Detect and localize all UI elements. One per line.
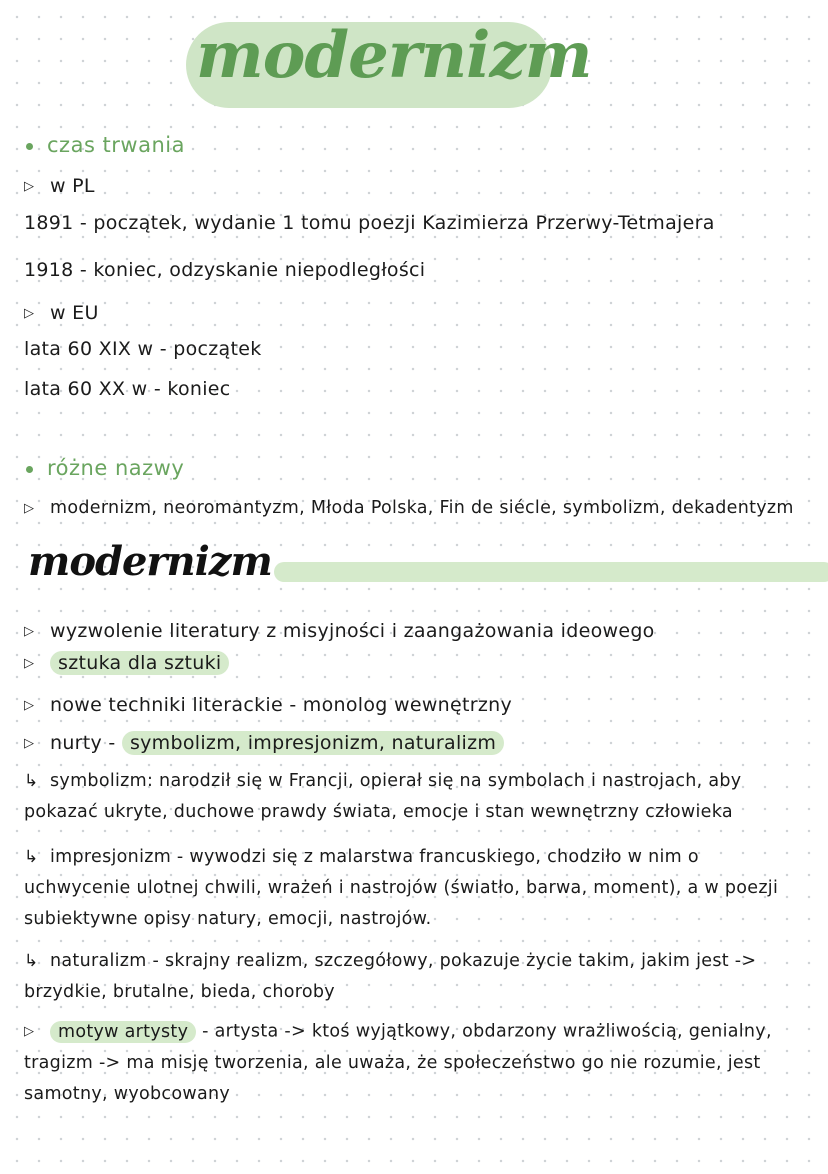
point-naturalism: ↳ naturalizm - skrajny realizm, szczegółowy, pokazuje życie takim, jakim jest -> brzydkie, brutalne, bieda, choroby	[24, 946, 809, 1008]
bullet-icon	[26, 143, 33, 150]
pl-line-start: 1891 - początek, wydanie 1 tomu poezji Kazimierza Przerwy-Tetmajera	[24, 212, 715, 234]
corner-arrow-icon: ↳	[24, 951, 39, 971]
section-heading-names: różne nazwy	[26, 456, 184, 480]
heading-rule	[274, 562, 828, 582]
triangle-icon: ▷	[24, 1024, 35, 1039]
section-heading-modernizm: modernizm	[28, 538, 272, 585]
corner-arrow-icon: ↳	[24, 771, 39, 791]
names-line: ▷ modernizm, neoromantyzm, Młoda Polska, Fin de siécle, symbolizm, dekadentyzm	[24, 498, 794, 518]
bullet-icon	[26, 466, 33, 473]
eu-line-end: lata 60 XX w - koniec	[24, 378, 231, 400]
point-liberation: ▷ wyzwolenie literatury z misyjności i zaangażowania ideowego	[24, 620, 655, 642]
pl-line-end: 1918 - koniec, odzyskanie niepodległości	[24, 259, 426, 281]
page-title: modernizm	[196, 18, 592, 93]
point-techniques: ▷ nowe techniki literackie - monolog wewnętrzny	[24, 694, 513, 716]
triangle-icon: ▷	[24, 656, 35, 671]
point-artist-motif: ▷ motyw artysty - artysta -> ktoś wyjątkowy, obdarzony wrażliwością, genialny, tragizm -> ma misję tworzenia, ale uważa, że społeczeństwo go nie rozumie, jest samotny, wyobcowany	[24, 1016, 809, 1110]
point-impressionism: ↳ impresjonizm - wywodzi się z malarstwa francuskiego, chodziło w nim o uchwycenie ulotnej chwili, wrażeń i nastrojów (światło, barwa, moment), a w poezji subiektywne opisy natury, emocji, nastrojów.	[24, 842, 809, 935]
corner-arrow-icon: ↳	[24, 847, 39, 867]
point-symbolism: ↳ symbolizm: narodził się w Francji, opierał się na symbolach i nastrojach, aby pokazać ukryte, duchowe prawdy świata, emocje i stan wewnętrzny człowieka	[24, 766, 809, 828]
highlight: symbolizm, impresjonizm, naturalizm	[122, 731, 504, 755]
point-art-for-art	[24, 652, 229, 674]
eu-line-start: lata 60 XIX w - początek	[24, 338, 262, 360]
triangle-icon: ▷	[24, 306, 35, 321]
label-pl: ▷ w PL	[24, 175, 95, 197]
section-heading-duration: czas trwania	[26, 133, 185, 157]
highlight: motyw artysty	[50, 1021, 196, 1043]
triangle-icon: ▷	[24, 624, 35, 639]
label-eu: ▷ w EU	[24, 302, 99, 324]
highlight: sztuka dla sztuki	[50, 651, 229, 675]
point-currents: ▷ nurty - symbolizm, impresjonizm, naturalizm	[24, 732, 504, 754]
triangle-icon: ▷	[24, 500, 35, 516]
triangle-icon: ▷	[24, 179, 35, 194]
triangle-icon: ▷	[24, 698, 35, 713]
triangle-icon: ▷	[24, 736, 35, 751]
